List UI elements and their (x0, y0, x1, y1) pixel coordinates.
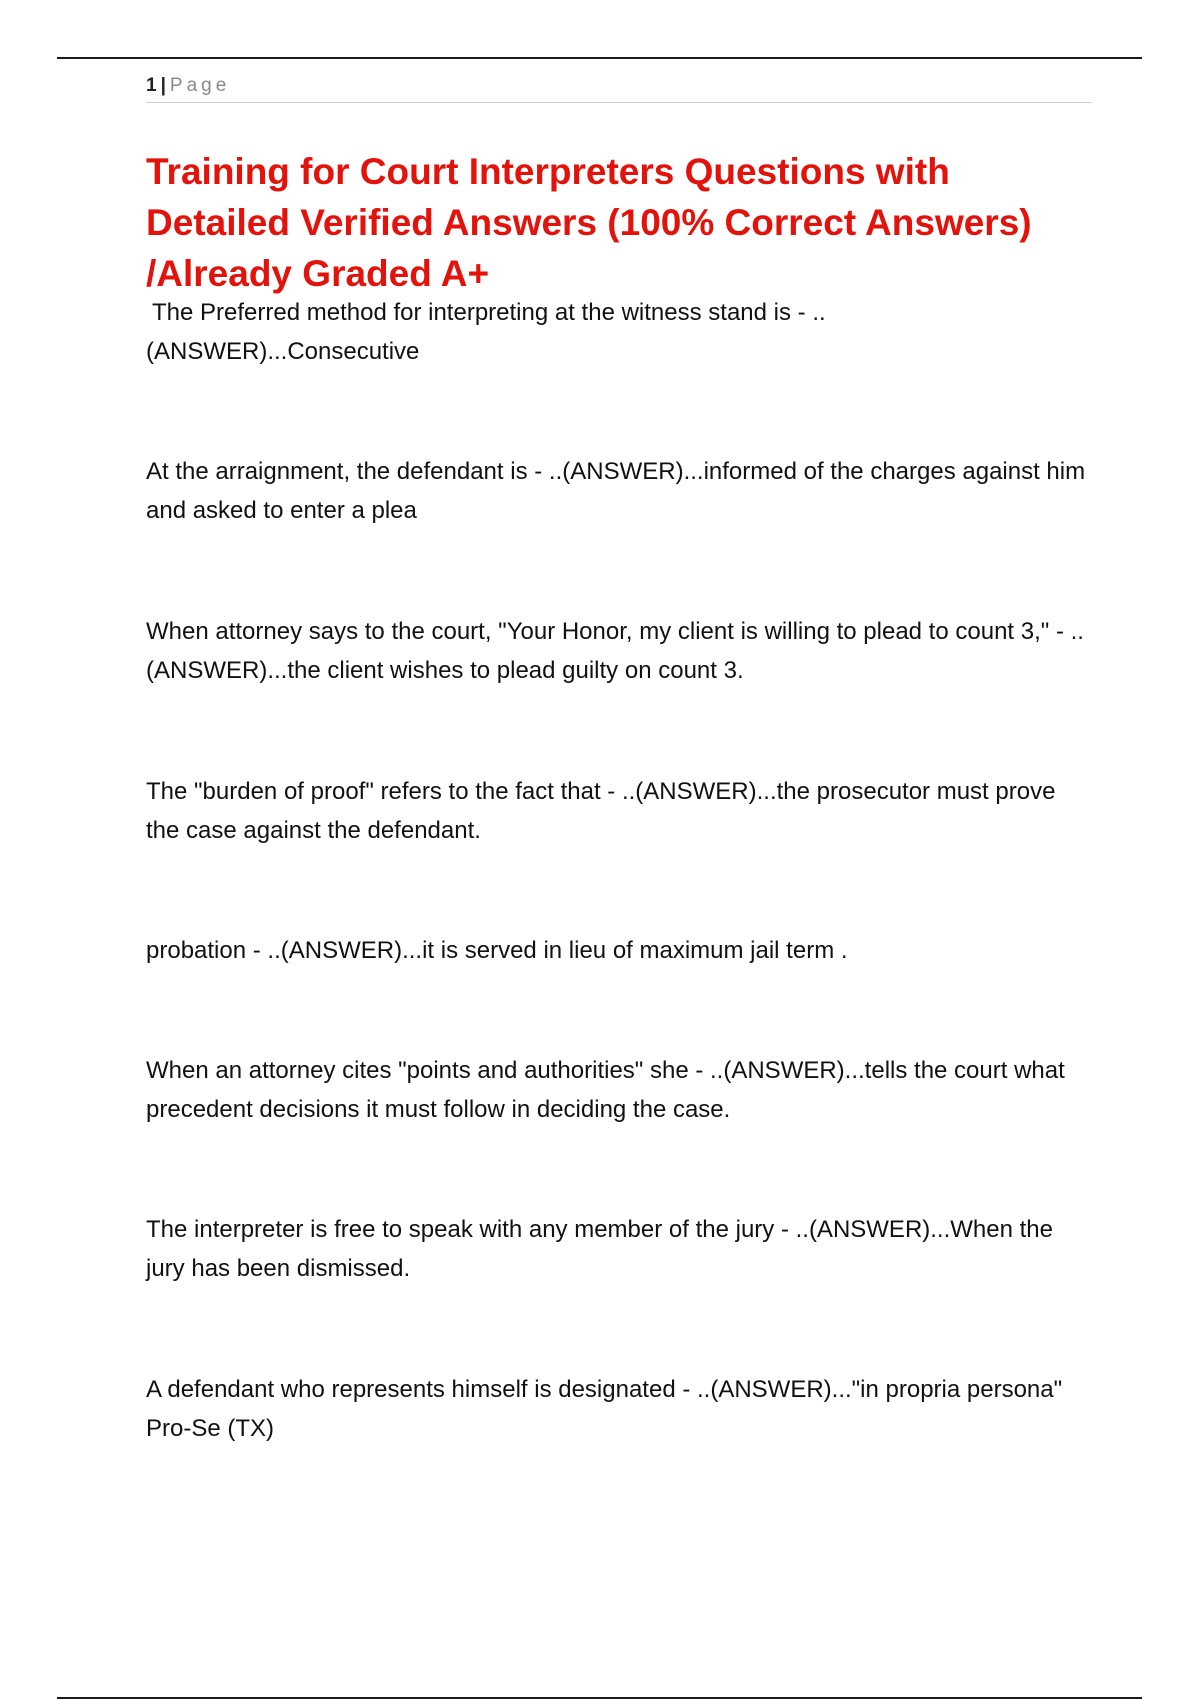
page-label: Page (169, 75, 231, 96)
qa-item: probation - ..(ANSWER)...it is served in lieu of maximum jail term . (146, 937, 848, 964)
qa-item: The Preferred method for interpreting at the witness stand is - ..(ANSWER)...Consecutive (146, 299, 826, 365)
qa-item: A defendant who represents himself is designated - ..(ANSWER)..."in propria persona" Pro-Se (TX) (146, 1376, 1063, 1442)
qa-item: The interpreter is free to speak with any member of the jury - ..(ANSWER)...When the jury has been dismissed. (146, 1216, 1053, 1282)
qa-item: At the arraignment, the defendant is - ..(ANSWER)...informed of the charges against him and asked to enter a plea (146, 458, 1086, 524)
document-title: Training for Court Interpreters Questions with Detailed Verified Answers (100% Correct Answers) /Already Graded A+ (146, 151, 1032, 294)
top-rule (57, 57, 1142, 59)
qa-item: When an attorney cites "points and authorities" she - ..(ANSWER)...tells the court what precedent decisions it must follow in deciding the case. (146, 1057, 1065, 1123)
page-number: 1 (146, 75, 157, 96)
bottom-rule (57, 1697, 1142, 1699)
qa-item: When attorney says to the court, "Your Honor, my client is willing to plead to count 3," - ..(ANSWER)...the client wishes to plead guilty on count 3. (146, 618, 1084, 684)
qa-item: The "burden of proof" refers to the fact that - ..(ANSWER)...the prosecutor must prove the case against the defendant. (146, 778, 1056, 844)
page-separator: | (160, 75, 166, 96)
page-header (146, 74, 1092, 103)
